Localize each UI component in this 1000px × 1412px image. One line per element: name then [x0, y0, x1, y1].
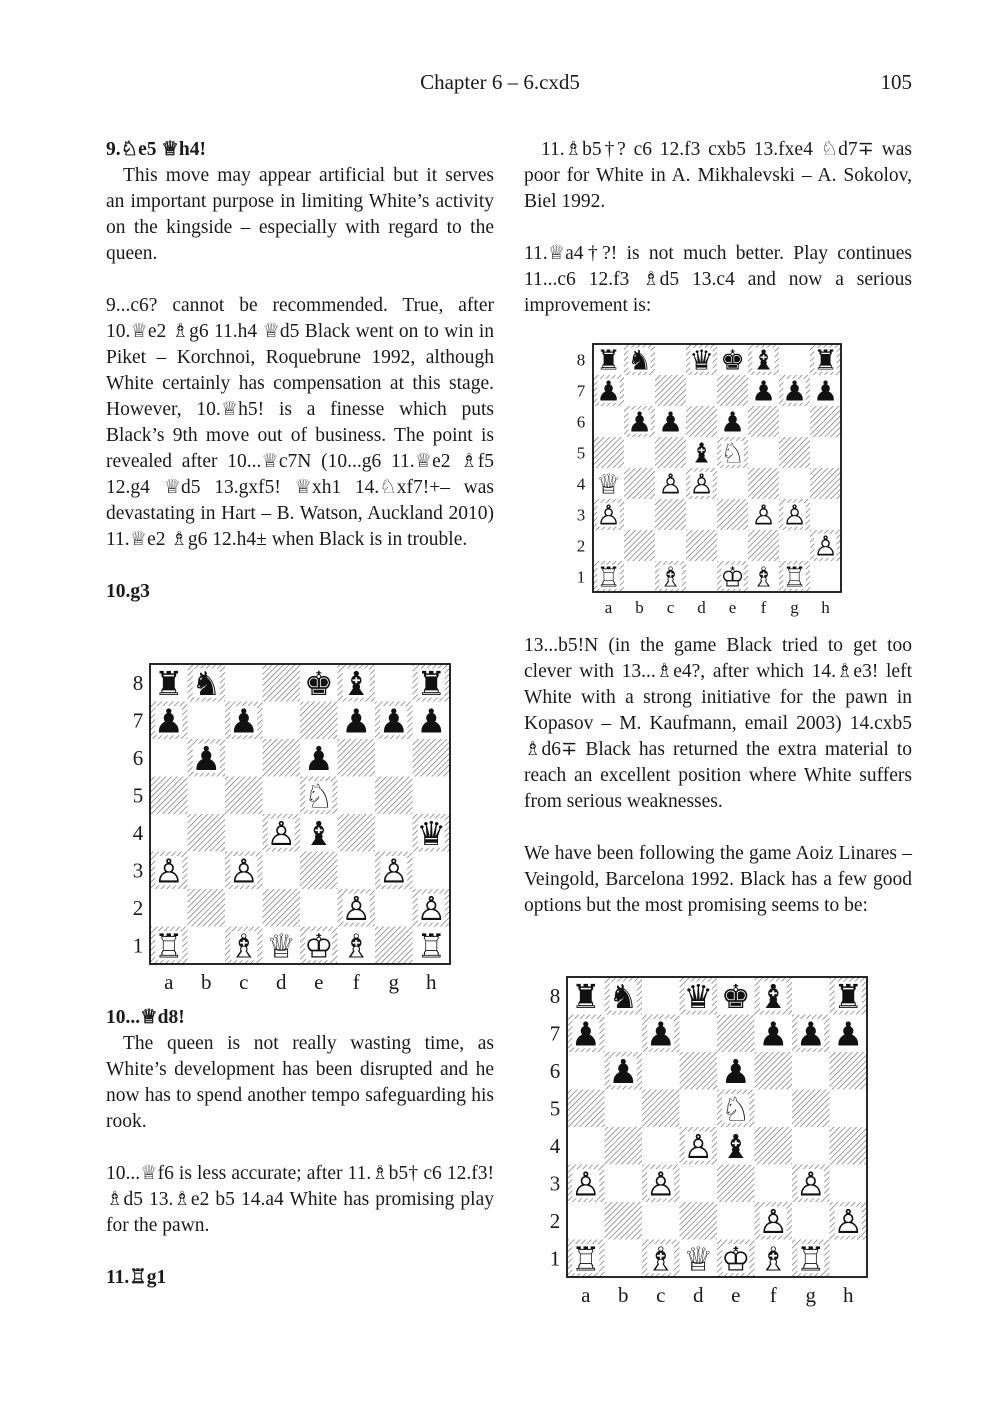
- dark-square: [642, 1090, 680, 1128]
- rank-label: 8: [576, 350, 586, 370]
- black-pawn-icon: ♟: [608, 1055, 639, 1092]
- rank-label: 1: [549, 1246, 561, 1271]
- dark-square: [680, 1052, 718, 1090]
- black-king-icon: ♚: [720, 980, 751, 1017]
- file-label: b: [635, 598, 644, 617]
- white-pawn-icon: ♙: [795, 1167, 826, 1204]
- move-heading-10: 10.g3: [106, 581, 150, 602]
- white-pawn-icon: ♙: [689, 469, 714, 500]
- light-square: [624, 561, 655, 592]
- light-square: [779, 468, 810, 499]
- white-pawn-icon: ♙: [153, 854, 184, 891]
- light-square: [263, 702, 301, 740]
- dark-square: [375, 927, 413, 965]
- file-label: g: [805, 1283, 816, 1307]
- light-square: [810, 437, 841, 468]
- black-bishop-icon: ♝: [341, 667, 372, 704]
- light-square: [792, 1127, 830, 1165]
- light-square: [263, 852, 301, 890]
- rank-label: 7: [549, 1021, 561, 1046]
- black-pawn-icon: ♟: [570, 1017, 601, 1054]
- white-bishop-icon: ♗: [341, 929, 372, 966]
- dark-square: [748, 530, 779, 561]
- black-rook-icon: ♜: [596, 345, 621, 376]
- dark-square: [810, 468, 841, 499]
- white-king-icon: ♔: [720, 1242, 751, 1279]
- rank-label: 1: [576, 567, 586, 587]
- move-heading-10b: 10...♕d8!: [106, 1007, 185, 1028]
- light-square: [150, 889, 188, 927]
- file-label: f: [352, 970, 360, 994]
- white-pawn-icon: ♙: [758, 1205, 789, 1242]
- light-square: [717, 530, 748, 561]
- black-pawn-icon: ♟: [191, 742, 222, 779]
- black-pawn-icon: ♟: [720, 1055, 751, 1092]
- light-square: [593, 406, 624, 437]
- light-square: [779, 344, 810, 375]
- file-label: d: [276, 970, 287, 994]
- dark-square: [338, 739, 376, 777]
- rank-label: 3: [576, 505, 586, 525]
- dark-square: [717, 1015, 755, 1053]
- light-square: [830, 1240, 868, 1278]
- dark-square: [779, 437, 810, 468]
- file-label: c: [656, 1283, 666, 1307]
- dark-square: [188, 889, 226, 927]
- light-square: [624, 375, 655, 406]
- light-square: [686, 561, 717, 592]
- rank-label: 8: [132, 671, 144, 696]
- chess-diagram-1: [118, 660, 458, 1000]
- light-square: [188, 852, 226, 890]
- white-pawn-icon: ♙: [813, 531, 838, 562]
- light-square: [567, 1202, 605, 1240]
- light-square: [810, 499, 841, 530]
- light-square: [792, 977, 830, 1015]
- light-square: [748, 437, 779, 468]
- light-square: [188, 702, 226, 740]
- rank-label: 5: [549, 1096, 561, 1121]
- black-knight-icon: ♞: [627, 345, 652, 376]
- commentary-paragraph: The queen is not really wasting time, as White’s development has been disrupted and he now has to spend another tempo safeguarding his rook.: [106, 1033, 494, 1132]
- black-rook-icon: ♜: [833, 980, 864, 1017]
- file-label: f: [769, 1283, 777, 1307]
- dark-square: [655, 437, 686, 468]
- white-pawn-icon: ♙: [341, 892, 372, 929]
- black-pawn-icon: ♟: [416, 704, 447, 741]
- light-square: [655, 530, 686, 561]
- light-square: [338, 852, 376, 890]
- black-queen-icon: ♛: [416, 817, 447, 854]
- black-rook-icon: ♜: [153, 667, 184, 704]
- dark-square: [748, 406, 779, 437]
- commentary-paragraph: We have been following the game Aoiz Linares – Veingold, Barcelona 1992. Black has a few good options but the most promising seems to be:: [524, 843, 912, 916]
- file-label: h: [426, 970, 437, 994]
- rank-label: 2: [549, 1209, 561, 1234]
- dark-square: [188, 814, 226, 852]
- light-square: [375, 739, 413, 777]
- black-knight-icon: ♞: [608, 980, 639, 1017]
- light-square: [188, 777, 226, 815]
- dark-square: [624, 468, 655, 499]
- dark-square: [263, 664, 301, 702]
- dark-square: [717, 1165, 755, 1203]
- dark-square: [717, 499, 748, 530]
- dark-square: [605, 1127, 643, 1165]
- black-pawn-icon: ♟: [813, 376, 838, 407]
- dark-square: [792, 1090, 830, 1128]
- light-square: [375, 814, 413, 852]
- light-square: [188, 927, 226, 965]
- dark-square: [593, 437, 624, 468]
- commentary-paragraph: This move may appear artificial but it serves an important purpose in limiting White’s activity on the kingside – especially with regard to the queen.: [106, 165, 494, 264]
- white-pawn-icon: ♙: [645, 1167, 676, 1204]
- commentary-paragraph: 9...c6? cannot be recommended. True, after 10.♕e2 ♗g6 11.h4 ♕d5 Black went on to win in Piket – Korchnoi, Roquebrune 1992, although White certainly has compensation at this stage. However, 10.♕h5! is a finesse which puts Black’s 9th move out of business. The point is revealed after 10...♕c7N (10...g6 11.♕e2 ♗f5 12.g4 ♕d5 13.gxf5! ♕xh1 14.♘xf7!+– was devastating in Hart – B. Watson, Auckland 2010) 11.♕e2 ♗g6 12.h4± when Black is in trouble.: [106, 295, 494, 550]
- light-square: [624, 437, 655, 468]
- dark-square: [150, 777, 188, 815]
- dark-square: [717, 375, 748, 406]
- light-square: [413, 777, 451, 815]
- dark-square: [755, 1052, 793, 1090]
- light-square: [375, 664, 413, 702]
- dark-square: [300, 702, 338, 740]
- light-square: [680, 1090, 718, 1128]
- light-square: [225, 739, 263, 777]
- black-pawn-icon: ♟: [153, 704, 184, 741]
- dark-square: [686, 406, 717, 437]
- dark-square: [263, 739, 301, 777]
- white-pawn-icon: ♙: [596, 500, 621, 531]
- light-square: [779, 406, 810, 437]
- white-pawn-icon: ♙: [751, 500, 776, 531]
- black-bishop-icon: ♝: [758, 980, 789, 1017]
- white-king-icon: ♔: [720, 562, 745, 593]
- black-pawn-icon: ♟: [658, 407, 683, 438]
- white-knight-icon: ♘: [303, 779, 334, 816]
- black-rook-icon: ♜: [416, 667, 447, 704]
- light-square: [225, 889, 263, 927]
- light-square: [642, 1202, 680, 1240]
- white-bishop-icon: ♗: [658, 562, 683, 593]
- white-pawn-icon: ♙: [416, 892, 447, 929]
- light-square: [717, 1202, 755, 1240]
- rank-label: 2: [132, 896, 144, 921]
- white-queen-icon: ♕: [266, 929, 297, 966]
- black-pawn-icon: ♟: [758, 1017, 789, 1054]
- rank-label: 6: [576, 412, 586, 432]
- light-square: [263, 777, 301, 815]
- light-square: [567, 1127, 605, 1165]
- white-pawn-icon: ♙: [570, 1167, 601, 1204]
- dark-square: [263, 889, 301, 927]
- rank-label: 4: [132, 821, 144, 846]
- dark-square: [810, 406, 841, 437]
- black-rook-icon: ♜: [570, 980, 601, 1017]
- file-label: e: [314, 970, 324, 994]
- rank-label: 3: [132, 858, 144, 883]
- black-knight-icon: ♞: [191, 667, 222, 704]
- light-square: [605, 1090, 643, 1128]
- dark-square: [748, 468, 779, 499]
- light-square: [605, 1165, 643, 1203]
- black-pawn-icon: ♟: [720, 407, 745, 438]
- commentary-paragraph: 13...b5!N (in the game Black tried to get too clever with 13...♗e4?, after which 14.♗e3! left White with a strong initiative for the pawn in Kopasov – M. Kaufmann, email 2003) 14.cxb5 ♗d6∓ Black has returned the extra material to reach an excellent position where White suffers from serious weaknesses.: [524, 635, 912, 812]
- white-queen-icon: ♕: [683, 1242, 714, 1279]
- light-square: [642, 1052, 680, 1090]
- light-square: [413, 852, 451, 890]
- rank-label: 3: [549, 1171, 561, 1196]
- file-label: e: [728, 598, 737, 617]
- rank-label: 1: [132, 933, 144, 958]
- light-square: [150, 814, 188, 852]
- light-square: [792, 1202, 830, 1240]
- file-label: b: [618, 1283, 629, 1307]
- file-label: e: [731, 1283, 741, 1307]
- white-king-icon: ♔: [303, 929, 334, 966]
- black-bishop-icon: ♝: [720, 1130, 751, 1167]
- commentary-paragraph: 10...♕f6 is less accurate; after 11.♗b5† c6 12.f3! ♗d5 13.♗e2 b5 14.a4 White has promising play for the pawn.: [106, 1163, 494, 1236]
- light-square: [300, 889, 338, 927]
- move-heading-11: 11.♖g1: [106, 1267, 167, 1288]
- black-bishop-icon: ♝: [303, 817, 334, 854]
- white-rook-icon: ♖: [153, 929, 184, 966]
- light-square: [655, 344, 686, 375]
- white-pawn-icon: ♙: [833, 1205, 864, 1242]
- file-label: d: [697, 598, 706, 617]
- white-pawn-icon: ♙: [378, 854, 409, 891]
- page-number: 105: [880, 70, 912, 94]
- black-pawn-icon: ♟: [341, 704, 372, 741]
- file-label: f: [760, 598, 767, 617]
- light-square: [680, 1165, 718, 1203]
- file-label: h: [843, 1283, 854, 1307]
- file-label: c: [239, 970, 249, 994]
- light-square: [717, 468, 748, 499]
- chess-diagram-3: [535, 973, 875, 1313]
- file-label: a: [581, 1283, 591, 1307]
- light-square: [830, 1090, 868, 1128]
- white-pawn-icon: ♙: [228, 854, 259, 891]
- file-label: g: [790, 598, 799, 617]
- white-rook-icon: ♖: [416, 929, 447, 966]
- file-label: g: [388, 970, 399, 994]
- dark-square: [300, 852, 338, 890]
- chess-diagram-2: [563, 342, 853, 627]
- light-square: [225, 814, 263, 852]
- white-knight-icon: ♘: [720, 438, 745, 469]
- move-heading-9: 9.♘e5 ♕h4!: [106, 139, 206, 160]
- commentary-paragraph: 11.♕a4†?! is not much better. Play continues 11...c6 12.f3 ♗d5 13.c4 and now a serious improvement is:: [524, 243, 912, 316]
- black-pawn-icon: ♟: [782, 376, 807, 407]
- light-square: [375, 889, 413, 927]
- rank-label: 5: [576, 443, 586, 463]
- dark-square: [680, 1202, 718, 1240]
- commentary-paragraph: 11.♗b5†? c6 12.f3 cxb5 13.fxe4 ♘d7∓ was poor for White in A. Mikhalevski – A. Sokolov, Biel 1992.: [524, 139, 912, 212]
- white-rook-icon: ♖: [596, 562, 621, 593]
- black-queen-icon: ♛: [683, 980, 714, 1017]
- black-king-icon: ♚: [303, 667, 334, 704]
- black-pawn-icon: ♟: [303, 742, 334, 779]
- light-square: [338, 777, 376, 815]
- dark-square: [655, 499, 686, 530]
- rank-label: 4: [549, 1134, 561, 1159]
- white-bishop-icon: ♗: [751, 562, 776, 593]
- light-square: [755, 1165, 793, 1203]
- light-square: [680, 1015, 718, 1053]
- rank-label: 7: [132, 708, 144, 733]
- light-square: [642, 977, 680, 1015]
- light-square: [150, 739, 188, 777]
- light-square: [810, 561, 841, 592]
- white-pawn-icon: ♙: [683, 1130, 714, 1167]
- black-pawn-icon: ♟: [833, 1017, 864, 1054]
- white-rook-icon: ♖: [795, 1242, 826, 1279]
- right-column: [524, 137, 912, 319]
- dark-square: [755, 1127, 793, 1165]
- black-pawn-icon: ♟: [751, 376, 776, 407]
- white-queen-icon: ♕: [596, 469, 621, 500]
- dark-square: [830, 1052, 868, 1090]
- rank-label: 8: [549, 984, 561, 1009]
- white-rook-icon: ♖: [570, 1242, 601, 1279]
- black-bishop-icon: ♝: [751, 345, 776, 376]
- light-square: [624, 499, 655, 530]
- light-square: [686, 375, 717, 406]
- black-pawn-icon: ♟: [795, 1017, 826, 1054]
- dark-square: [605, 1202, 643, 1240]
- white-pawn-icon: ♙: [658, 469, 683, 500]
- dark-square: [655, 375, 686, 406]
- light-square: [792, 1052, 830, 1090]
- rank-label: 5: [132, 783, 144, 808]
- light-square: [779, 530, 810, 561]
- dark-square: [338, 814, 376, 852]
- light-square: [830, 1165, 868, 1203]
- rank-label: 2: [576, 536, 586, 556]
- white-pawn-icon: ♙: [782, 500, 807, 531]
- light-square: [755, 1090, 793, 1128]
- dark-square: [225, 777, 263, 815]
- black-pawn-icon: ♟: [645, 1017, 676, 1054]
- light-square: [642, 1127, 680, 1165]
- file-label: a: [604, 598, 613, 617]
- light-square: [605, 1015, 643, 1053]
- rank-label: 6: [549, 1059, 561, 1084]
- dark-square: [624, 530, 655, 561]
- white-knight-icon: ♘: [720, 1092, 751, 1129]
- black-pawn-icon: ♟: [378, 704, 409, 741]
- rank-label: 7: [576, 381, 586, 401]
- dark-square: [830, 1127, 868, 1165]
- file-label: a: [164, 970, 174, 994]
- black-pawn-icon: ♟: [627, 407, 652, 438]
- right-column-lower: [524, 633, 912, 919]
- white-bishop-icon: ♗: [228, 929, 259, 966]
- black-queen-icon: ♛: [689, 345, 714, 376]
- white-pawn-icon: ♙: [266, 817, 297, 854]
- white-bishop-icon: ♗: [645, 1242, 676, 1279]
- file-label: h: [821, 598, 830, 617]
- black-rook-icon: ♜: [813, 345, 838, 376]
- running-title: Chapter 6 – 6.cxd5: [420, 70, 580, 94]
- light-square: [605, 1240, 643, 1278]
- white-bishop-icon: ♗: [758, 1242, 789, 1279]
- light-square: [567, 1052, 605, 1090]
- dark-square: [686, 530, 717, 561]
- dark-square: [375, 777, 413, 815]
- file-label: c: [666, 598, 675, 617]
- dark-square: [413, 739, 451, 777]
- black-pawn-icon: ♟: [596, 376, 621, 407]
- file-label: b: [201, 970, 212, 994]
- light-square: [686, 499, 717, 530]
- black-king-icon: ♚: [720, 345, 745, 376]
- black-pawn-icon: ♟: [228, 704, 259, 741]
- white-rook-icon: ♖: [782, 562, 807, 593]
- light-square: [593, 530, 624, 561]
- light-square: [225, 664, 263, 702]
- dark-square: [567, 1090, 605, 1128]
- rank-label: 4: [576, 474, 586, 494]
- rank-label: 6: [132, 746, 144, 771]
- file-label: d: [693, 1283, 704, 1307]
- black-bishop-icon: ♝: [689, 438, 714, 469]
